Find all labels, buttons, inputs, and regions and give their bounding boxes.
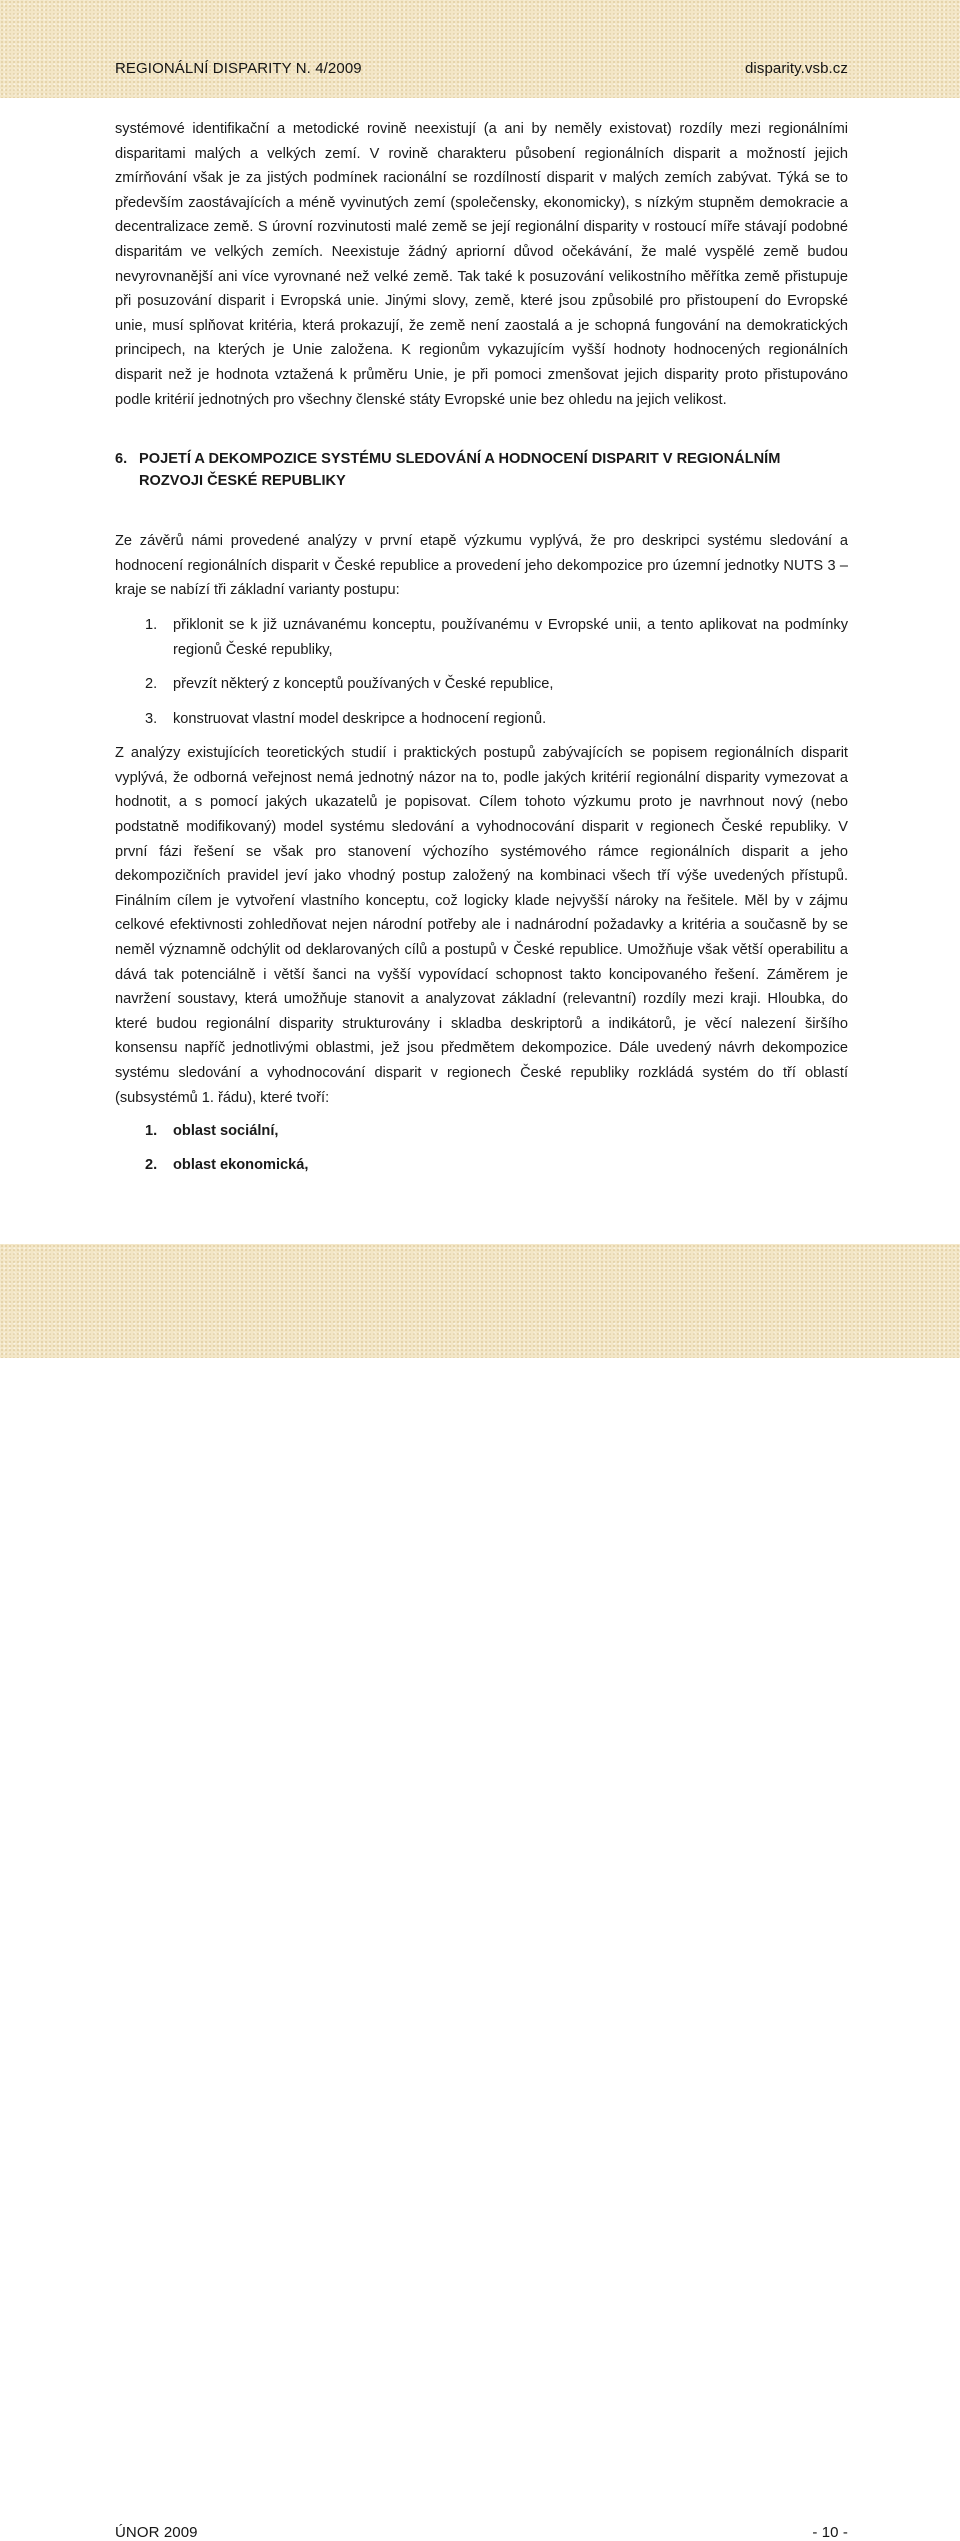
variants-list [115,613,848,731]
paragraph-intro: systémové identifikační a metodické rovině neexistují (a ani by neměly existovat) rozdíly mezi regionálními disparitami malých a velkých zemí. V rovině charakteru působení regionálních disparit a možností jejich zmírňování však je za jistých podmínek racionální se rozdílností disparit v malých zemích zabývat. Týká se to především zaostávajících a méně vyvinutých zemí (společensky, ekonomicky), s nízkým stupněm demokracie a decentralizace země. S úrovní rozvinutosti malé země se její regionální disparity v rostoucí míře stávají podobné disparitám ve velkých zemích. Neexistuje žádný apriorní důvod očekávání, že malé vyspělé země budou nevyrovnanější ani více vyrovnané než velké země. Tak také k posuzování velikostního měřítka země přistupuje při posuzování disparit i Evropská unie. Jinými slovy, země, které jsou způsobilé pro přistoupení do Evropské unie, musí splňovat kritéria, která prokazují, že země není zaostalá a je schopná fungování na demokratických principech, na kterých je Unie založena. K regionům vykazujícím vyšší hodnoty hodnocených regionálních disparit než je hodnota vztažená k průměru Unie, je při pomoci zmenšovat jejich disparity proto přistupováno podle kritérií jednotných pro všechny členské státy Evropské unie bez ohledu na jejich velikost. [115,121,848,408]
footer-band [0,1244,960,2541]
areas-list [115,1119,848,1177]
list-item-text: konstruovat vlastní model deskripce a hodnocení regionů. [173,710,547,727]
list-item [115,613,848,662]
list-item-text: převzít některý z konceptů používaných v České republice, [173,676,554,693]
issue-date: ÚNOR 2009 [115,2524,198,2541]
section-title: POJETÍ A DEKOMPOZICE SYSTÉMU SLEDOVÁNÍ A HODNOCENÍ DISPARIT V REGIONÁLNÍM ROZVOJI ČESKÉ REPUBLIKY [139,451,781,489]
list-item-number: 2. [145,1156,158,1173]
journal-website-link[interactable]: disparity.vsb.cz [744,60,848,77]
list-item-number: 2. [145,676,158,693]
list-item [115,1119,848,1144]
list-item [115,672,848,697]
list-item-number: 1. [145,1123,158,1140]
header-band [0,0,960,98]
page-number: - 10 - [812,2524,848,2541]
list-item-text: oblast sociální, [173,1123,279,1140]
paragraph-analysis: Z analýzy existujících teoretických studií i praktických postupů zabývajících se popisem regionálních disparit vyplývá, že odborná veřejnost nemá jednotný názor na to, podle jakých kritérií regionální disparity vymezovat a hodnotit, a s pomocí jakých ukazatelů je popisovat. Cílem tohoto výzkumu proto je navrhnout nový (nebo podstatně modifikovaný) model systému sledování a vyhodnocování disparit v regionech České republiky. V první fázi řešení se však pro stanovení výchozího systémového rámce regionálních disparit a jeho dekompozičních pravidel jeví jako vhodný postup založený na kombinaci všech tří výše uvedených přístupů. Finálním cílem je vytvoření vlastního konceptu, což logicky klade nejvyšší nároky na řešitele. Měl by v zájmu celkové efektivnosti zohledňovat nejen národní potřeby ale i nadnárodní požadavky a kritéria a současně by se neměl významně odchýlit od deklarovaných cílů a postupů v České republice. Umožňuje však větší operabilitu a dává tak potenciálně i větší šanci na vyšší vypovídací schopnost takto koncipovaného řešení. Záměrem je navržení soustavy, která umožňuje stanovit a analyzovat základní (relevantní) rozdíly mezi kraji. Hloubka, do které budou regionální disparity strukturovány i skladba deskriptorů a indikátorů, je věcí nalezení širšího konsensu napříč jednotlivými oblastmi, jež jsou předmětem dekompozice. Dále uvedený návrh dekompozice systému sledování a vyhodnocování disparit v regionech České republiky rozkládá systém do tří oblastí (subsystémů 1. řádu), které tvoří: [115,745,848,1106]
page-content [115,117,848,1177]
section-number: 6. [115,451,128,468]
paragraph-variants: Ze závěrů námi provedené analýzy v první etapě výzkumu vyplývá, že pro deskripci systému sledování a hodnocení regionálních disparit v České republice a provedení jeho dekompozice pro územní jednotky NUTS 3 – kraje se nabízí tři základní varianty postupu: [115,533,848,599]
list-item-text: přiklonit se k již uznávanému konceptu, používanému v Evropské unii, a tento aplikovat na podmínky regionů České republiky, [173,616,848,658]
list-item-number: 3. [145,710,158,727]
list-item-text: oblast ekonomická, [173,1156,309,1173]
list-item [115,707,848,732]
list-item [115,1153,848,1178]
section-heading [115,449,848,492]
journal-title: REGIONÁLNÍ DISPARITY N. 4/2009 [115,60,362,77]
list-item-number: 1. [145,616,158,633]
